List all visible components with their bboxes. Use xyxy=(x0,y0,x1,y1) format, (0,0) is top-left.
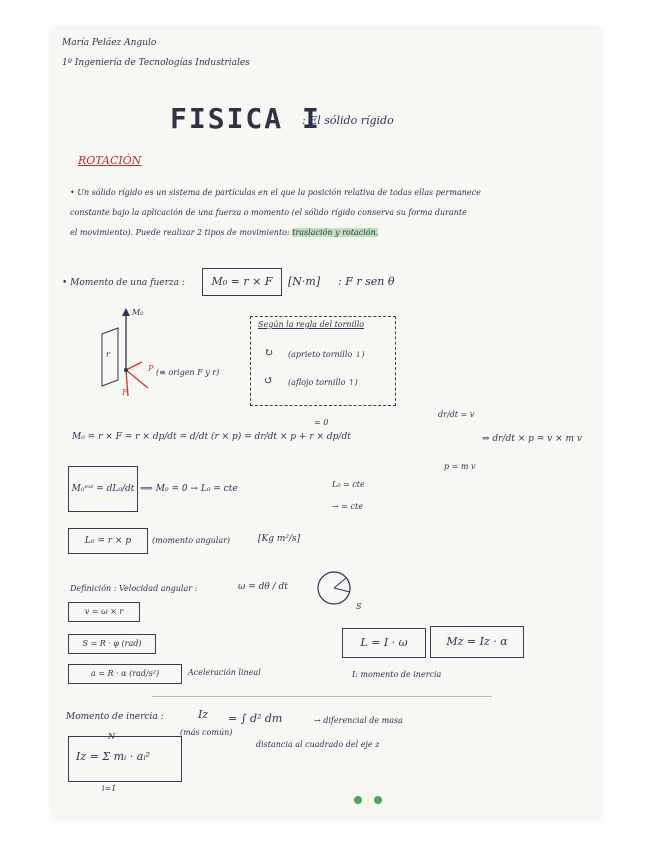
arc-length-box: S = R · φ (rad) xyxy=(68,634,156,654)
page-title: FISICA I xyxy=(170,102,321,135)
inertia-common-note: (más común) xyxy=(180,728,233,737)
inertia-definition-note: I: momento de inercia xyxy=(352,670,442,679)
derivation-zero: = 0 xyxy=(314,418,329,427)
figure-axis-label: M₀ xyxy=(132,308,144,317)
inertia-integral: = ∫ d² dm xyxy=(228,712,283,725)
page-subtitle: : El sólido rígido xyxy=(302,114,394,127)
clockwise-icon: ↻ xyxy=(264,346,274,359)
rotation-circle-figure xyxy=(316,570,356,610)
angular-momentum-inertia-box: L = I · ω xyxy=(342,628,426,658)
figure-f-label: F xyxy=(122,388,128,397)
intro-line-1: • Un sólido rígido es un sistema de partículas en el que la posición relativa de todas ellas permanece xyxy=(70,188,481,197)
brace-bottom: p = m v xyxy=(444,462,476,471)
linear-acceleration-box: a = R · α (rad/s²) xyxy=(68,664,182,684)
derivation-result: ⇒ dr/dt × p = v × m v xyxy=(482,434,582,444)
page-indicator-dot-2[interactable] xyxy=(374,796,382,804)
angular-momentum-units: [Kg m²/s] xyxy=(258,534,301,544)
angular-velocity-formula: ω = dθ / dt xyxy=(238,582,288,592)
moment-label: • Momento de una fuerza : xyxy=(62,278,185,288)
sum-upper-limit: N xyxy=(108,732,115,741)
inertia-symbol: Iz xyxy=(198,708,209,721)
section-heading: ROTACIÓN xyxy=(78,154,142,167)
screw-loosen: (aflojo tornillo ↑) xyxy=(288,378,358,387)
mass-differential-note: → diferencial de masa xyxy=(314,716,403,725)
figure-origin-note: (≡ origen F y r) xyxy=(156,368,220,377)
notebook-page xyxy=(52,28,600,818)
inertia-label: Momento de inercia : xyxy=(66,712,164,722)
intro-line-2: constante bajo la aplicación de una fuerza o momento (el sólido rígido conserva su forma durante xyxy=(70,208,467,217)
screw-rule-box xyxy=(250,316,396,406)
angular-momentum-box: L₀ = r × p xyxy=(68,528,148,554)
linear-acceleration-note: Aceleración lineal xyxy=(188,668,261,677)
course-name: 1º Ingeniería de Tecnologías Industriales xyxy=(62,58,250,68)
figure-r-label: r xyxy=(106,350,110,359)
angular-momentum-note: (momento angular) xyxy=(152,536,231,545)
intro-line-3: el movimiento). Puede realizar 2 tipos de movimiento: traslación y rotación. xyxy=(70,228,379,237)
moment-magnitude: : F r sen θ xyxy=(338,275,395,288)
sum-lower-limit: i=1 xyxy=(102,784,117,793)
counterclockwise-icon: ↺ xyxy=(264,374,274,387)
screw-tighten: (aprieto tornillo ↓) xyxy=(288,350,365,359)
moment-units: [N·m] xyxy=(288,275,321,288)
conservation-case-2: → = cte xyxy=(332,502,363,511)
screw-rule-title: Según la regla del tornillo xyxy=(258,320,365,329)
conservation-case-1: L₀ = cte xyxy=(332,480,365,489)
torque-box: M₀ᵉˣᵗ = dL₀/dt xyxy=(68,466,138,512)
arc-s-label: S xyxy=(356,602,362,611)
moment-formula-box: M₀ = r × F xyxy=(202,268,282,296)
distance-note: distancia al cuadrado del eje z xyxy=(256,740,380,749)
conservation-implies: ⟹ M₀ = 0 → L₀ = cte xyxy=(140,484,238,494)
derivation-line: M₀ = r × F = r × dp/dt = d/dt (r × p) = dr/dt × p + r × dp/dt xyxy=(72,432,351,442)
page-indicator-dot-1[interactable] xyxy=(354,796,362,804)
definition-label: Definición : Velocidad angular : xyxy=(70,584,198,593)
author-name: María Peláez Angulo xyxy=(62,38,157,48)
inertia-sum-formula: Iz = Σ mᵢ · aᵢ² xyxy=(76,750,150,763)
section-divider xyxy=(152,696,492,697)
torque-inertia-box: Mz = Iz · α xyxy=(430,626,524,658)
figure-p-label: P xyxy=(148,364,154,373)
linear-velocity-box: v = ω × r xyxy=(68,602,140,622)
brace-top: dr/dt = v xyxy=(438,410,475,419)
